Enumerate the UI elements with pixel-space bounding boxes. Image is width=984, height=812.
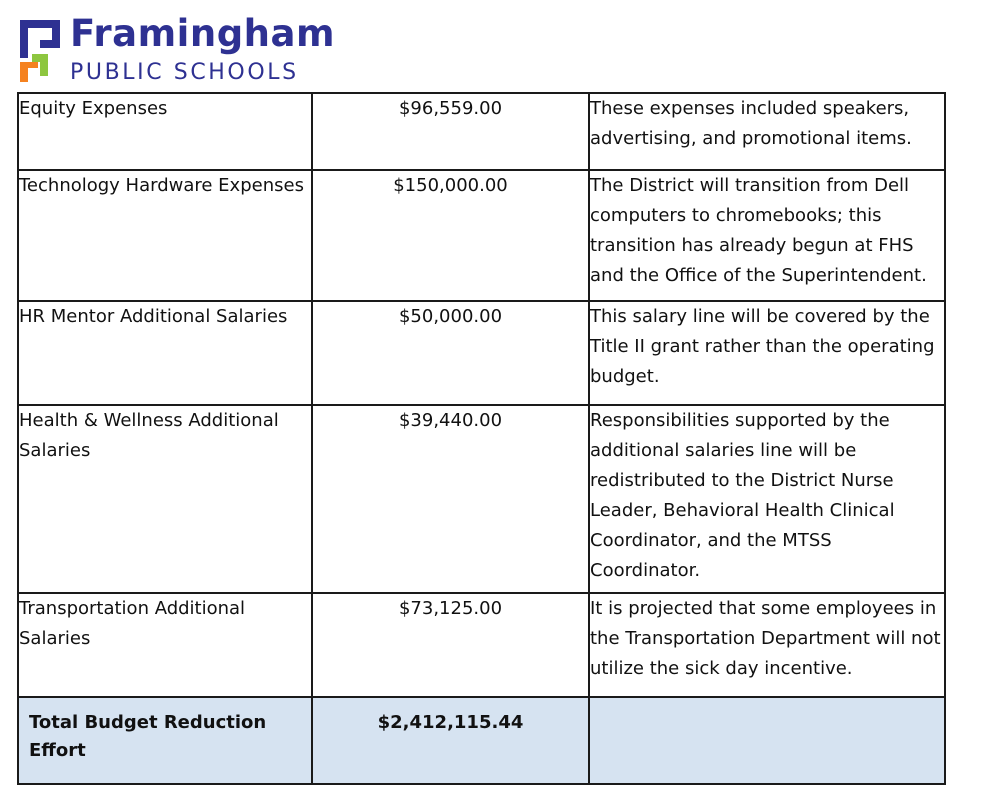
logo-subtitle: PUBLIC SCHOOLS (70, 60, 299, 85)
table-row (18, 170, 945, 301)
amount-cell: $39,440.00 (312, 405, 589, 593)
total-note-cell (589, 697, 945, 784)
note-cell: Responsibilities supported by the additional salaries line will be redistributed to the District Nurse Leader, Behavioral Health Clinical Coordinator, and the MTSS Coordinator. (589, 405, 945, 593)
table-row (18, 593, 945, 697)
note-cell: It is projected that some employees in the Transportation Department will not utilize the sick day incentive. (589, 593, 945, 697)
line-item-cell: HR Mentor Additional Salaries (18, 301, 312, 405)
amount-cell: $73,125.00 (312, 593, 589, 697)
note-cell: This salary line will be covered by the Title II grant rather than the operating budget. (589, 301, 945, 405)
logo-title: Framingham (70, 12, 336, 55)
amount-cell: $96,559.00 (312, 93, 589, 170)
table-row (18, 93, 945, 170)
framingham-logo-mark-icon (18, 18, 62, 84)
note-cell: The District will transition from Dell computers to chromebooks; this transition has already begun at FHS and the Office of the Superintendent. (589, 170, 945, 301)
line-item-cell: Transportation Additional Salaries (18, 593, 312, 697)
line-item-cell: Equity Expenses (18, 93, 312, 170)
total-label-cell: Total Budget Reduction Effort (18, 697, 312, 784)
amount-cell: $50,000.00 (312, 301, 589, 405)
total-amount-cell: $2,412,115.44 (312, 697, 589, 784)
amount-cell: $150,000.00 (312, 170, 589, 301)
total-row (18, 697, 945, 784)
table-row (18, 301, 945, 405)
note-cell: These expenses included speakers, advertising, and promotional items. (589, 93, 945, 170)
line-item-cell: Health & Wellness Additional Salaries (18, 405, 312, 593)
district-logo (18, 12, 348, 88)
line-item-cell: Technology Hardware Expenses (18, 170, 312, 301)
budget-reduction-table (17, 92, 946, 785)
table-row (18, 405, 945, 593)
